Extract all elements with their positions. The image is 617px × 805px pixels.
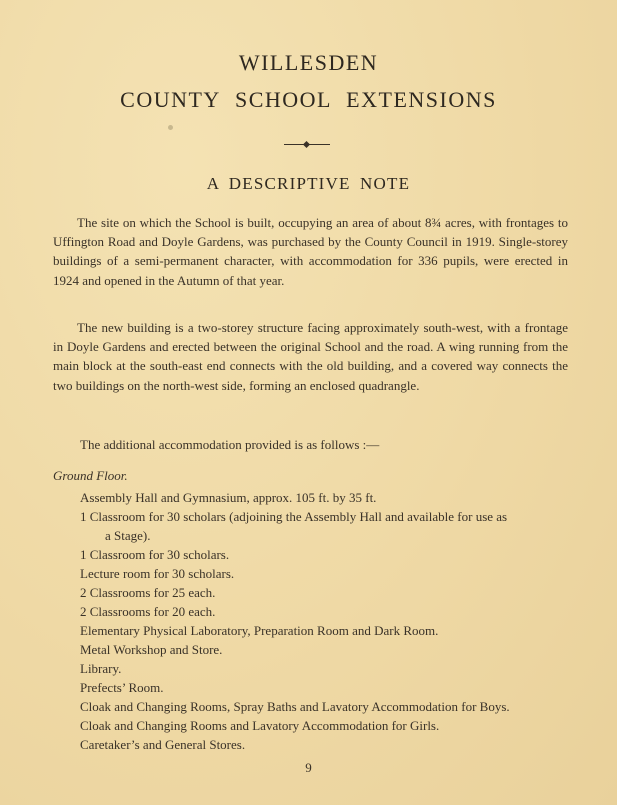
list-item: 2 Classrooms for 20 each. bbox=[80, 604, 216, 619]
list-item: Assembly Hall and Gymnasium, approx. 105 ft. by 35 ft. bbox=[80, 490, 377, 505]
title-line-2: COUNTY SCHOOL EXTENSIONS bbox=[120, 87, 497, 112]
paper-smudge bbox=[168, 125, 173, 130]
page-number: 9 bbox=[305, 760, 312, 775]
accommodation-list bbox=[80, 488, 570, 754]
list-item-text: 1 Classroom for 30 scholars (adjoining the Assembly Hall and available for use as bbox=[80, 509, 508, 524]
list-item: Cloak and Changing Rooms and Lavatory Accommodation for Girls. bbox=[80, 718, 440, 733]
paragraph-building bbox=[53, 318, 568, 395]
paragraph-text: The site on which the School is built, occupying an area of about 8¾ acres, with frontages to Uffington Road and Doyle Gardens, was purchased by the County Council in 1919. Single-storey buildings of a semi-permanent character, with accommodation for 336 pupils, were erected in 1924 and opened in the Autumn of that year. bbox=[53, 215, 568, 288]
accommodation-intro: The additional accommodation provided is as follows :— bbox=[80, 437, 380, 452]
subtitle: A DESCRIPTIVE NOTE bbox=[206, 174, 411, 193]
paragraph-site bbox=[53, 213, 568, 290]
list-item: Prefects’ Room. bbox=[80, 680, 164, 695]
list-item: Caretaker’s and General Stores. bbox=[80, 737, 246, 752]
section-heading-ground-floor: Ground Floor. bbox=[53, 468, 128, 483]
title-line-1: WILLESDEN bbox=[238, 50, 379, 75]
list-item-continuation: a Stage). bbox=[105, 528, 151, 543]
list-item bbox=[80, 507, 570, 545]
list-item: Cloak and Changing Rooms, Spray Baths and Lavatory Accommodation for Boys. bbox=[80, 699, 510, 714]
ornament-rule-icon bbox=[282, 142, 332, 148]
list-item: Elementary Physical Laboratory, Preparation Room and Dark Room. bbox=[80, 623, 439, 638]
list-item: 1 Classroom for 30 scholars. bbox=[80, 547, 230, 562]
list-item: Library. bbox=[80, 661, 122, 676]
paragraph-text: The new building is a two-storey structure facing approximately south-west, with a frontage in Doyle Gardens and erected between the original School and the road. A wing running from the main block at the south-east end connects with the old building, and a covered way connects the two buildings on the north-west side, forming an enclosed quadrangle. bbox=[53, 320, 568, 393]
ornament-diamond-icon bbox=[303, 141, 310, 148]
list-item: Lecture room for 30 scholars. bbox=[80, 566, 235, 581]
list-item: 2 Classrooms for 25 each. bbox=[80, 585, 216, 600]
list-item: Metal Workshop and Store. bbox=[80, 642, 223, 657]
